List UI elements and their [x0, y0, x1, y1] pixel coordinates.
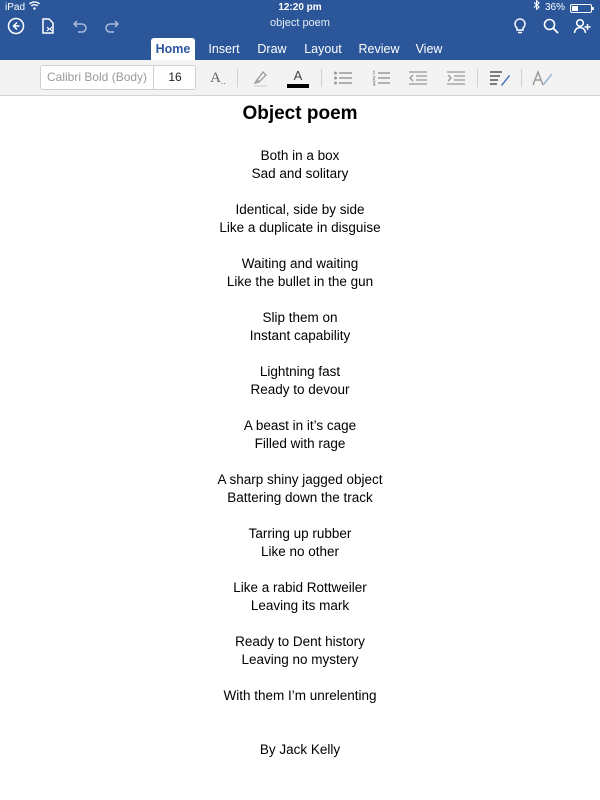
- ribbon-divider: [321, 69, 322, 87]
- stanza: [0, 255, 600, 291]
- bluetooth-icon: [533, 0, 540, 16]
- add-person-icon[interactable]: [572, 16, 592, 36]
- poem-line: Instant capability: [249, 328, 351, 343]
- decrease-indent-icon[interactable]: [406, 67, 430, 89]
- poem-line: Lightning fast: [259, 364, 341, 379]
- poem-line: With them I’m unrelenting: [223, 688, 377, 703]
- stanza: [0, 201, 600, 237]
- stanza: [0, 417, 600, 453]
- font-size-glyph: A: [210, 69, 221, 86]
- poem-body: [0, 147, 600, 723]
- stanza: [0, 687, 600, 705]
- font-color-glyph: A: [293, 67, 303, 83]
- tab-view[interactable]: View: [415, 42, 443, 56]
- stanza: [0, 525, 600, 561]
- search-icon[interactable]: [541, 16, 561, 36]
- poem-line: Tarring up rubber: [248, 526, 352, 541]
- ribbon-tabs: [0, 38, 600, 60]
- stanza: [0, 471, 600, 507]
- poem-line: Ready to Dent history: [235, 634, 365, 649]
- poem-line: Leaving no mystery: [241, 652, 359, 667]
- numbering-icon[interactable]: [369, 67, 393, 89]
- poem-line: Filled with rage: [254, 436, 346, 451]
- poem-line: Identical, side by side: [235, 202, 365, 217]
- font-size-field[interactable]: 16: [168, 70, 182, 84]
- ribbon-divider: [237, 69, 238, 87]
- poem-line: Sad and solitary: [251, 166, 349, 181]
- poem-line: Like no other: [260, 544, 340, 559]
- battery-icon: [570, 4, 592, 13]
- app-header: [0, 0, 600, 60]
- tab-insert[interactable]: Insert: [208, 42, 240, 56]
- lightbulb-icon[interactable]: [510, 16, 530, 36]
- paragraph-styles-icon[interactable]: [487, 67, 513, 89]
- bullets-icon[interactable]: [331, 67, 355, 89]
- title-toolbar: [0, 15, 600, 37]
- battery-percent: 36%: [544, 2, 565, 13]
- poem-line: Leaving its mark: [250, 598, 350, 613]
- stanza: [0, 363, 600, 399]
- font-color-icon[interactable]: [286, 67, 310, 89]
- tab-home[interactable]: Home: [151, 38, 195, 60]
- poem-line: Slip them on: [262, 310, 338, 325]
- increase-indent-icon[interactable]: [444, 67, 468, 89]
- document-title: object poem: [270, 17, 330, 29]
- styles-icon[interactable]: [530, 67, 556, 89]
- ribbon-toolbar: [0, 60, 600, 96]
- stanza: [0, 147, 600, 183]
- font-color-bar: [287, 84, 309, 88]
- poem-line: A beast in it’s cage: [243, 418, 357, 433]
- ribbon-divider: [521, 69, 522, 87]
- font-name-field[interactable]: Calibri Bold (Body): [47, 70, 148, 84]
- poem-line: Like the bullet in the gun: [226, 274, 374, 289]
- device-label: iPad: [5, 2, 26, 13]
- status-time: 12:20 pm: [278, 2, 322, 13]
- status-bar: [0, 0, 600, 16]
- stanza: [0, 633, 600, 669]
- poem-title: Object poem: [242, 103, 358, 124]
- poem-line: Battering down the track: [227, 490, 373, 505]
- poem-author: By Jack Kelly: [259, 742, 341, 757]
- ribbon-divider: [477, 69, 478, 87]
- poem-line: Like a duplicate in disguise: [219, 220, 381, 235]
- highlighter-icon[interactable]: [248, 67, 272, 89]
- poem-line: Both in a box: [260, 148, 340, 163]
- tab-review[interactable]: Review: [358, 42, 400, 56]
- stanza: [0, 309, 600, 345]
- document-canvas[interactable]: [0, 97, 600, 800]
- font-size-icon[interactable]: [206, 67, 230, 89]
- poem-line: Waiting and waiting: [241, 256, 359, 271]
- stanza: [0, 579, 600, 615]
- font-size-dots: ..: [220, 76, 226, 86]
- poem-line: Like a rabid Rottweiler: [233, 580, 367, 595]
- poem-line: Ready to devour: [250, 382, 350, 397]
- tab-layout[interactable]: Layout: [304, 42, 342, 56]
- font-picker: [40, 65, 196, 90]
- tab-draw[interactable]: Draw: [257, 42, 287, 56]
- poem-line: A sharp shiny jagged object: [217, 472, 383, 487]
